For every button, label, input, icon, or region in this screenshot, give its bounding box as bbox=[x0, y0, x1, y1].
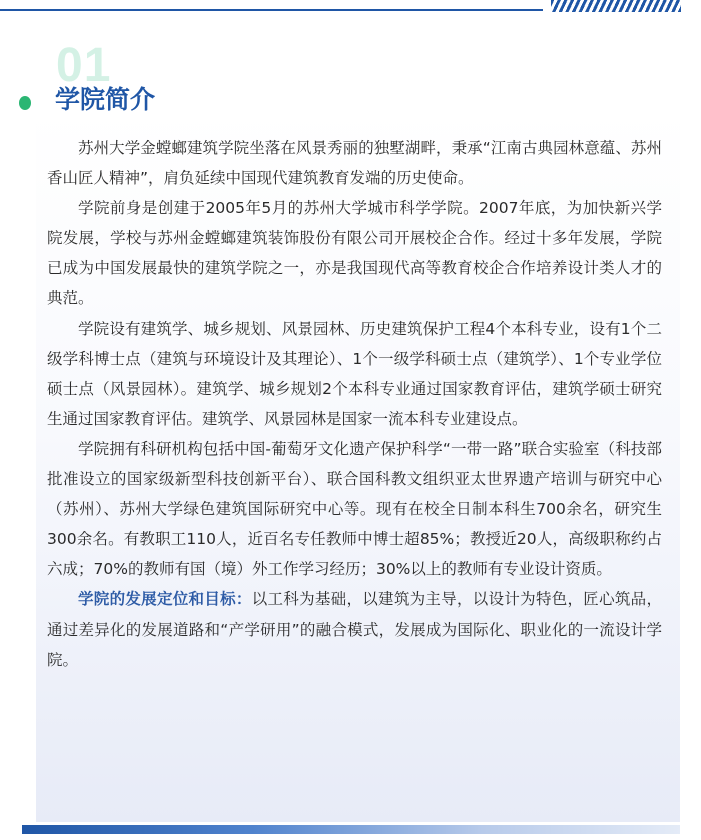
goal-text: 以工科为基础，以建筑为主导，以设计为特色，匠心筑品，通过差异化的发展道路和“产学研用”的融合模式，发展成为国际化、职业化的一流设计学院。 bbox=[47, 590, 662, 669]
paragraph-intro: 苏州大学金螳螂建筑学院坐落在风景秀丽的独墅湖畔，秉承“江南古典园林意蕴、苏州香山匠人精神”，肩负延续中国现代建筑教育发端的历史使命。 bbox=[47, 139, 662, 188]
article-body bbox=[47, 133, 662, 675]
paragraph-programs: 学院设有建筑学、城乡规划、风景园林、历史建筑保护工程4个本科专业，设有1个二级学科博士点（建筑与环境设计及其理论）、1个一级学科硕士点（建筑学）、1个专业学位硕士点（风景园林）。建筑学、城乡规划2个本科专业通过国家教育评估，建筑学硕士研究生通过国家教育评估。建筑学、风景园林是国家一流本科专业建设点。 bbox=[47, 319, 662, 428]
section-number: 01 bbox=[56, 39, 112, 92]
goal-label: 学院的发展定位和目标： bbox=[78, 590, 252, 609]
section-title: 学院简介 bbox=[55, 85, 156, 114]
bullet-dot-icon bbox=[19, 96, 31, 110]
paragraph-history: 学院前身是创建于2005年5月的苏州大学城市科学学院。2007年底，为加快新兴学院发展，学校与苏州金螳螂建筑装饰股份有限公司开展校企合作。经过十多年发展，学院已成为中国发展最快的建筑学院之一，亦是我国现代高等教育校企合作培养设计类人才的典范。 bbox=[47, 199, 662, 308]
bottom-gradient-bar bbox=[22, 825, 680, 834]
paragraph-research: 学院拥有科研机构包括中国-葡萄牙文化遗产保护科学“一带一路”联合实验室（科技部批准设立的国家级新型科技创新平台）、联合国科教文组织亚太世界遗产培训与研究中心（苏州）、苏州大学绿色建筑国际研究中心等。现有在校全日制本科生700余名，研究生300余名。有教职工110人，近百名专任教师中博士超85%；教授近20人，高级职称约占六成；70%的教师有国（境）外工作学习经历；30%以上的教师有专业设计资质。 bbox=[47, 439, 662, 579]
section-header bbox=[0, 0, 701, 130]
paragraph-goal bbox=[47, 584, 662, 674]
